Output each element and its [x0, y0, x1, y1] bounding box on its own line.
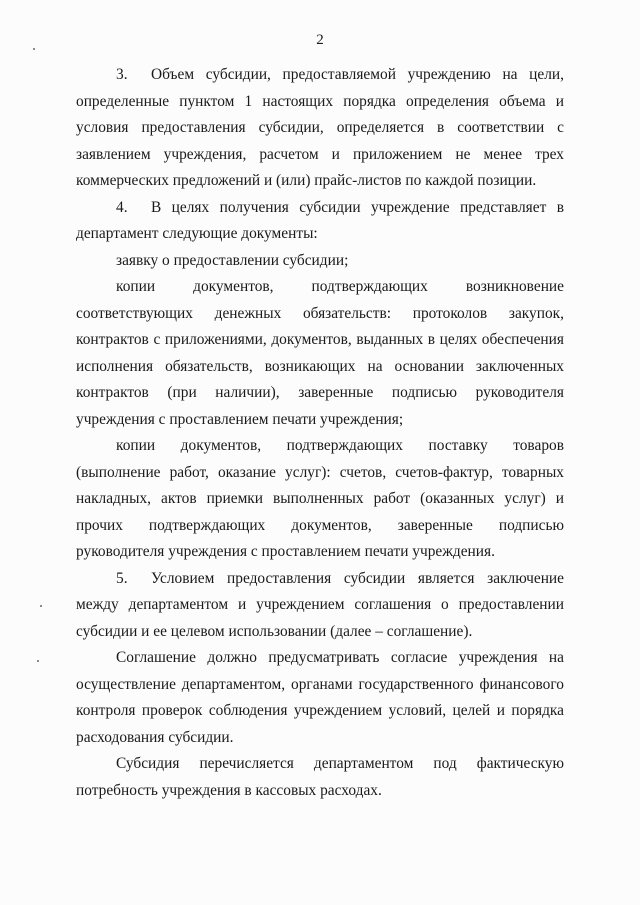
paragraph-text: В целях получения субсидии учреждение представляет в департамент следующие документы:: [76, 198, 564, 242]
paragraph-text: копии документов, подтверждающих поставку товаров (выполнение работ, оказание услуг): счетов, счетов-фактур, товарных накладных, актов приемки выполненных работ (оказанных услуг) и прочих подтверждающих документов, заверенные подписью руководителя учреждения с проставлением печати учреждения.: [76, 437, 564, 560]
paragraph-5: [76, 566, 564, 646]
paragraph-text: Объем субсидии, предоставляемой учреждению на цели, определенные пунктом 1 настоящих порядка определения объема и условия предоставления субсидии, определяется в соответствии с заявлением учреждения, расчетом и приложением не менее трех коммерческих предложений и (или) прайс-листов по каждой позиции.: [76, 66, 564, 189]
paragraph-transfer: [76, 751, 564, 804]
paragraph-text: заявку о предоставлении субсидии;: [116, 251, 349, 269]
paragraph-delivery-docs: [76, 433, 564, 566]
scan-speck: [37, 660, 39, 662]
paragraph-agreement: [76, 645, 564, 751]
paragraph-application: [76, 248, 564, 275]
paragraph-number: 4.: [116, 198, 128, 216]
paragraph-obligation-docs: [76, 274, 564, 433]
scan-speck: [40, 605, 42, 607]
paragraph-text: копии документов, подтверждающих возникновение соответствующих денежных обязательств: протоколов закупок, контрактов с приложениями, документов, выданных в целях обеспечения исполнения обязательств, возникающих на основании заключенных контрактов (при наличии), заверенные подписью руководителя учреждения с проставлением печати учреждения;: [76, 278, 564, 428]
paragraph-text: Субсидия перечисляется департаментом под фактическую потребность учреждения в кассовых расходах.: [76, 755, 564, 799]
scan-speck: [33, 48, 35, 50]
paragraph-3: [76, 62, 564, 195]
paragraph-text: Условием предоставления субсидии является заключение между департаментом и учреждением соглашения о предоставлении субсидии и ее целевом использовании (далее – соглашение).: [76, 569, 564, 640]
paragraph-number: 5.: [116, 569, 128, 587]
document-body: [76, 62, 564, 804]
page-number: 2: [316, 32, 324, 48]
paragraph-number: 3.: [116, 66, 128, 83]
paragraph-text: Соглашение должно предусматривать согласие учреждения на осуществление департаментом, органами государственного финансового контроля проверок соблюдения учреждением условий, целей и порядка расходования субсидии.: [76, 649, 564, 746]
paragraph-4: [76, 195, 564, 248]
